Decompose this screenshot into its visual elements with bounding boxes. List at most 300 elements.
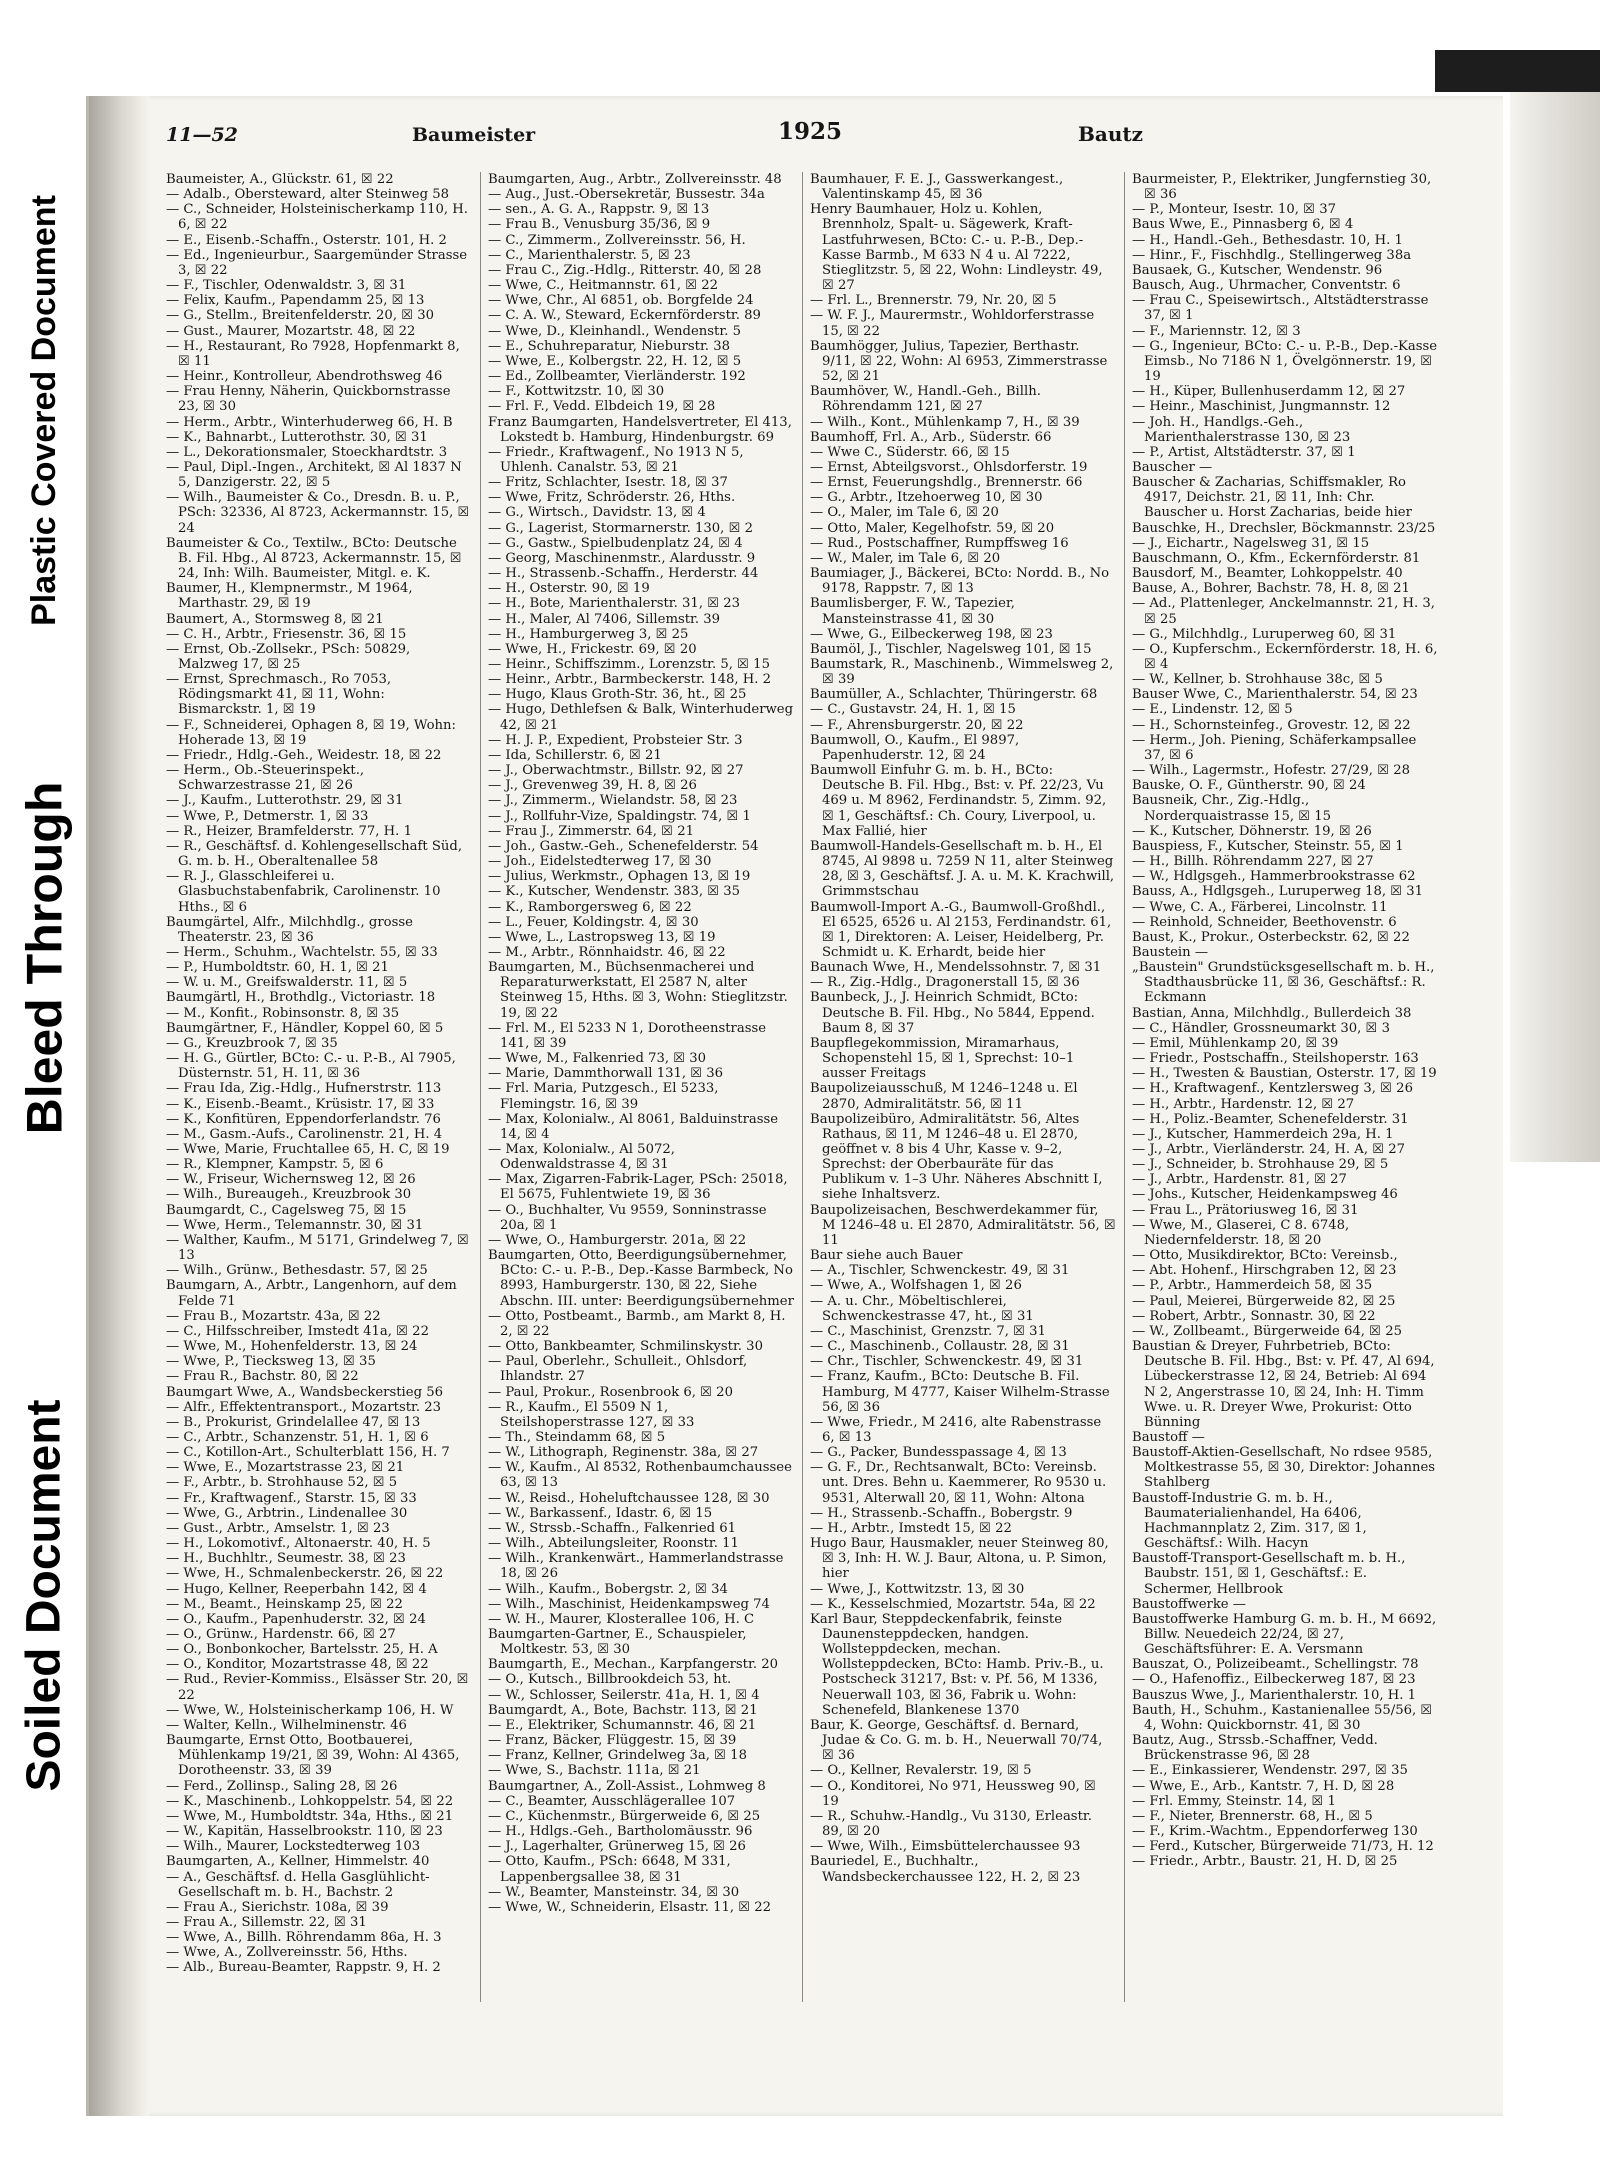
directory-entry: — sen., A. G. A., Rappstr. 9, ☒ 13 (488, 202, 710, 218)
directory-entry: — Reinhold, Schneider, Beethovenstr. 6 (1132, 914, 1397, 930)
directory-entry: — Max, Zigarren-Fabrik-Lager, PSch: 25018, El 5675, Fuhlentwiete 19, ☒ 36 (488, 1172, 788, 1203)
directory-entry: — G., Milchhdlg., Luruperweg 60, ☒ 31 (1132, 626, 1397, 642)
directory-entry: Baumwoll Einfuhr G. m. b. H., BCto: Deutsche B. Fil. Hbg., Bst: v. Pf. 22/23, Vu 469 u. M 8962, Ferdinandstr. 5, Zimm. 92, ☒ 1, Geschäftsf.: Ch. Coury, Liverpool, u. Max Fallié, hier (810, 763, 1107, 839)
directory-entry: — Otto, Kaufm., PSch: 6648, M 331, Lappenbergsallee 38, ☒ 31 (488, 1854, 731, 1885)
directory-entry: — W., Beamter, Mansteinstr. 34, ☒ 30 (488, 1884, 740, 1900)
directory-entry: — Gust., Maurer, Mozartstr. 48, ☒ 22 (166, 323, 416, 339)
directory-entry: — K., Eisenb.-Beamt., Krüsistr. 17, ☒ 33 (166, 1096, 435, 1112)
directory-entry: — C. H., Arbtr., Friesenstr. 36, ☒ 15 (166, 626, 407, 642)
directory-entry: Bautz, Aug., Strssb.-Schaffner, Vedd. Brückenstrasse 96, ☒ 28 (1132, 1733, 1378, 1764)
directory-entry: Baustoff-Transport-Gesellschaft m. b. H., Baubstr. 151, ☒ 1, Geschäftsf.: E. Schermer, Hellbrook (1132, 1551, 1406, 1597)
directory-entry: — F., Nieter, Brennerstr. 68, H., ☒ 5 (1132, 1808, 1373, 1824)
directory-entry: Baupolizeisachen, Beschwerdekammer für, M 1246–48 u. El 2870, Admiralitätstr. 56, ☒ 11 (810, 1202, 1116, 1248)
directory-entry: — Frau C., Speisewirtsch., Altstädterstrasse 37, ☒ 1 (1132, 293, 1429, 324)
directory-entry: — Frau L., Prätoriusweg 16, ☒ 31 (1132, 1202, 1359, 1218)
directory-entry: — J., Grevenweg 39, H. 8, ☒ 26 (488, 778, 697, 794)
directory-entry: — Heinr., Arbtr., Barmbeckerstr. 148, H. 2 (488, 672, 772, 688)
directory-entry: — Frau A., Sillemstr. 22, ☒ 31 (166, 1914, 367, 1930)
directory-entry: — J., Oberwachtmstr., Billstr. 92, ☒ 27 (488, 763, 744, 779)
directory-entry: Baustoffwerke — (1132, 1596, 1246, 1612)
directory-entry: Baumgartner, A., Zoll-Assist., Lohmweg 8 (488, 1778, 766, 1794)
directory-entry: — J., Eichartr., Nagelsweg 31, ☒ 15 (1132, 535, 1370, 551)
directory-entry: — K., Ramborgersweg 6, ☒ 22 (488, 899, 692, 915)
directory-entry: — Wwe C., Süderstr. 66, ☒ 15 (810, 444, 1010, 460)
directory-entry: — F., Tischler, Odenwaldstr. 3, ☒ 31 (166, 278, 407, 294)
directory-entry: — R., Klempner, Kampstr. 5, ☒ 6 (166, 1157, 384, 1173)
directory-entry: — Walther, Kaufm., M 5171, Grindelweg 7, ☒ 13 (166, 1232, 469, 1264)
directory-entry: — R., Geschäftsf. d. Kohlengesellschaft Süd, G. m. b. H., Oberaltenallee 58 (166, 838, 463, 870)
directory-entry: — Wwe, G., Eilbeckerweg 198, ☒ 23 (810, 626, 1053, 642)
directory-entry: — F., Schneiderei, Ophagen 8, ☒ 19, Wohn: Hoherade 13, ☒ 19 (166, 717, 456, 748)
directory-entry: — B., Prokurist, Grindelallee 47, ☒ 13 (166, 1414, 421, 1430)
directory-entry: — H., Arbtr., Imstedt 15, ☒ 22 (810, 1520, 1012, 1536)
directory-entry: — K., Kesselschmied, Mozartstr. 54a, ☒ 22 (810, 1596, 1096, 1612)
directory-entry: Baumhöver, W., Handl.-Geh., Billh. Röhrendamm 121, ☒ 27 (810, 384, 1041, 415)
directory-entry: — Frau B., Venusburg 35/36, ☒ 9 (488, 217, 711, 233)
directory-entry: Baumgarth, E., Mechan., Karpfangerstr. 20 (488, 1657, 778, 1673)
directory-entry: — O., Buchhalter, Vu 9559, Sonninstrasse 20a, ☒ 1 (488, 1202, 767, 1233)
directory-entry: Baumert, A., Stormsweg 8, ☒ 21 (166, 611, 384, 627)
directory-entry: — C., Beamter, Ausschlägerallee 107 (488, 1793, 736, 1809)
directory-entry: — O., Kutsch., Billbrookdeich 53, ht. (488, 1672, 732, 1688)
directory-entry: — W. u. M., Greifswalderstr. 11, ☒ 5 (166, 975, 408, 991)
directory-entry: — C., Schneider, Holsteinischerkamp 110, H. 6, ☒ 22 (166, 202, 468, 233)
directory-entry: — Frl. F., Vedd. Elbdeich 19, ☒ 28 (488, 399, 716, 415)
directory-entry: — R. J., Glasschleiferei u. Glasbuchstabenfabrik, Carolinenstr. 10 Hths., ☒ 6 (166, 869, 441, 915)
directory-entry: — G., Lagerist, Stormarnerstr. 130, ☒ 2 (488, 520, 753, 536)
directory-entry: — Wwe, H., Frickestr. 69, ☒ 20 (488, 641, 697, 657)
directory-entry: Baur, K. George, Geschäftsf. d. Bernard, Judae & Co. G. m. b. H., Neuerwall 70/74, ☒ 36 (810, 1717, 1103, 1764)
directory-entry: Baumeister, A., Glückstr. 61, ☒ 22 (166, 172, 394, 187)
directory-entry: — Ernst, Feuerungshdlg., Brennerstr. 66 (810, 475, 1083, 491)
directory-entry: — Friedr., Arbtr., Baustr. 21, H. D, ☒ 25 (1132, 1854, 1398, 1870)
directory-entry: — Wwe, H., Schmalenbeckerstr. 26, ☒ 22 (166, 1566, 444, 1582)
directory-entry: Baumiager, J., Bäckerei, BCto: Nordd. B., No 9178, Rappstr. 7, ☒ 13 (810, 566, 1110, 597)
directory-entry: Baustoff-Aktien-Gesellschaft, No rdsee 9585, Moltkestrasse 55, ☒ 30, Direktor: Johannes Stahlberg (1132, 1445, 1436, 1491)
directory-entry: — C., Maschinenb., Collaustr. 28, ☒ 31 (810, 1339, 1070, 1355)
directory-entry: — Paul, Prokur., Rosenbrook 6, ☒ 20 (488, 1384, 733, 1400)
directory-entry: — C., Kotillon-Art., Schulterblatt 156, H. 7 (166, 1445, 450, 1461)
directory-entry: — O., Kaufm., Papenhuderstr. 32, ☒ 24 (166, 1611, 426, 1627)
directory-entry: — C. A. W., Steward, Eckernförderstr. 89 (488, 308, 761, 324)
directory-entry: — Wwe, C. A., Färberei, Lincolnstr. 11 (1132, 899, 1388, 915)
directory-entry: Baustein — (1132, 944, 1209, 960)
directory-entry: — H., Hamburgerweg 3, ☒ 25 (488, 626, 689, 642)
directory-entry: Baupflegekommission, Miramarhaus, Schopenstehl 15, ☒ 1, Sprechst: 10–1 ausser Freitags (810, 1035, 1075, 1082)
directory-entry: Baust, K., Prokur., Osterbeckstr. 62, ☒ 22 (1132, 929, 1410, 945)
directory-entry: — Wilh., Bureaugeh., Kreuzbrook 30 (166, 1187, 412, 1203)
directory-entry: — W., Kapitän, Hasselbrookstr. 110, ☒ 23 (166, 1824, 443, 1840)
directory-entry: — Ida, Schillerstr. 6, ☒ 21 (488, 747, 662, 763)
directory-entry: Bauscher & Zacharias, Schiffsmakler, Ro 4917, Deichstr. 21, ☒ 11, Inh: Chr. Bauscher u. Horst Zacharias, beide hier (1132, 475, 1412, 521)
directory-entry: — Frl. L., Brennerstr. 79, Nr. 20, ☒ 5 (810, 293, 1057, 309)
header-keyword-right: Bautz (1078, 122, 1143, 146)
directory-entry: Bauszat, O., Polizeibeamt., Schellingstr. 78 (1132, 1657, 1419, 1673)
directory-entry: Baumlisberger, F. W., Tapezier, Mansteinstrasse 41, ☒ 30 (810, 596, 1015, 627)
directory-entry: — Emil, Mühlenkamp 20, ☒ 39 (1132, 1035, 1339, 1051)
directory-entry: — W., Zollbeamt., Bürgerweide 64, ☒ 25 (1132, 1323, 1402, 1339)
directory-entry: — Wwe, M., Falkenried 73, ☒ 30 (488, 1051, 707, 1067)
directory-entry: — Herm., Ob.-Steuerinspekt., Schwarzestrasse 21, ☒ 26 (166, 763, 365, 794)
directory-entry: Baumgarten-Gartner, E., Schauspieler, Moltkestr. 53, ☒ 30 (488, 1627, 747, 1658)
page-header (166, 118, 1143, 154)
directory-entry: — Franz, Bäcker, Flüggestr. 15, ☒ 39 (488, 1733, 737, 1749)
directory-entry: — J., Rollfuhr-Vize, Spaldingstr. 74, ☒ 1 (488, 808, 751, 824)
directory-entry: „Baustein" Grundstücksgesellschaft m. b. H., Stadthausbrücke 11, ☒ 36, Geschäftsf.: R. Eckmann (1132, 960, 1435, 1006)
directory-entry: — W., Lithograph, Reginenstr. 38a, ☒ 27 (488, 1445, 759, 1461)
directory-entry: — K., Maschinenb., Lohkoppelstr. 54, ☒ 22 (166, 1793, 454, 1809)
directory-entry: Baumgart Wwe, A., Wandsbeckerstieg 56 (166, 1384, 443, 1400)
directory-entry: — H., Küper, Bullenhuserdamm 12, ☒ 27 (1132, 384, 1406, 400)
directory-entry: Baustian & Dreyer, Fuhrbetrieb, BCto: Deutsche B. Fil. Hbg., Bst: v. Pf. 47, Al 694, Lübeckerstrasse 12, ☒ 24, Betrieb: Al 694 N 2, Angerstrasse 10, ☒ 24, Inh: H. Timm Wwe. u. R. Dreyer Wwe, Prokurist: Otto Bünning (1132, 1339, 1435, 1430)
directory-entry: — Gust., Arbtr., Amselstr. 1, ☒ 23 (166, 1520, 390, 1536)
directory-entry: — W., Friseur, Wichernsweg 12, ☒ 26 (166, 1172, 416, 1188)
directory-entry: — O., Kupferschm., Eckernförderstr. 18, H. 6, ☒ 4 (1132, 641, 1438, 672)
directory-entry: — C., Händler, Grossneumarkt 30, ☒ 3 (1132, 1020, 1390, 1036)
directory-entry: — W., Kaufm., Al 8532, Rothenbaumchaussee 63, ☒ 13 (488, 1460, 792, 1491)
directory-entry: — Wwe, P., Tiecksweg 13, ☒ 35 (166, 1354, 376, 1370)
directory-entry: — W., Kellner, b. Strohhause 38c, ☒ 5 (1132, 672, 1383, 688)
directory-entry: — Frau J., Zimmerstr. 64, ☒ 21 (488, 823, 694, 839)
directory-column-2 (488, 172, 794, 2002)
directory-entry: — Herm., Arbtr., Winterhuderweg 66, H. B (166, 414, 453, 430)
directory-entry: Bausneik, Chr., Zig.-Hdlg., Norderquaistrasse 15, ☒ 15 (1132, 793, 1332, 824)
directory-entry: — H., Hdlgs.-Geh., Bartholomäusstr. 96 (488, 1824, 753, 1840)
directory-entry: — Franz, Kaufm., BCto: Deutsche B. Fil. Hamburg, M 4777, Kaiser Wilhelm-Strasse 56, ☒ 36 (810, 1369, 1110, 1415)
directory-entry: — Ed., Zollbeamter, Vierländerstr. 192 (488, 369, 746, 385)
directory-entry: — J., Arbtr., Hardenstr. 81, ☒ 27 (1132, 1172, 1347, 1188)
directory-entry: — Otto, Postbeamt., Barmb., am Markt 8, H. 2, ☒ 22 (488, 1308, 786, 1339)
directory-entry: — W. H., Maurer, Klosterallee 106, H. C (488, 1611, 755, 1627)
directory-entry: — W., Schlosser, Seilerstr. 41a, H. 1, ☒ 4 (488, 1687, 760, 1703)
directory-entry: — Heinr., Schiffszimm., Lorenzstr. 5, ☒ 15 (488, 657, 770, 672)
directory-entry: — Paul, Oberlehr., Schulleit., Ohlsdorf, Ihlandstr. 27 (488, 1354, 748, 1385)
directory-entry: — A. u. Chr., Möbeltischlerei, Schwenckestrasse 47, ht., ☒ 31 (810, 1293, 1034, 1324)
directory-entry: — Friedr., Hdlg.-Geh., Weidestr. 18, ☒ 22 (166, 747, 442, 763)
directory-entry: — Paul, Dipl.-Ingen., Architekt, ☒ Al 1837 N 5, Danzigerstr. 22, ☒ 5 (166, 459, 462, 491)
directory-entry: — Aug., Just.-Obersekretär, Bussestr. 34a (488, 187, 765, 203)
directory-entry: — Frl. Maria, Putzgesch., El 5233, Flemingstr. 16, ☒ 39 (488, 1081, 719, 1112)
directory-entry: — W., Barkassenf., Idastr. 6, ☒ 15 (488, 1505, 713, 1521)
directory-entry: — L., Dekorationsmaler, Stoeckhardtstr. 3 (166, 444, 448, 460)
directory-entry: — Fritz, Schlachter, Isestr. 18, ☒ 37 (488, 475, 728, 491)
directory-entry: — P., Arbtr., Hammerdeich 58, ☒ 35 (1132, 1278, 1373, 1294)
directory-entry: Baumgärtner, F., Händler, Koppel 60, ☒ 5 (166, 1020, 444, 1036)
directory-entry: — H., Buchhltr., Seumestr. 38, ☒ 23 (166, 1551, 406, 1567)
directory-entry: — Johs., Kutscher, Heidenkampsweg 46 (1132, 1187, 1398, 1203)
directory-entry: — Wilh., Grünw., Bethesdastr. 57, ☒ 25 (166, 1263, 428, 1279)
directory-entry: — P., Monteur, Isestr. 10, ☒ 37 (1132, 202, 1336, 218)
directory-entry: — C., Gustavstr. 24, H. 1, ☒ 15 (810, 702, 1016, 718)
directory-entry: — Wwe, E., Arb., Kantstr. 7, H. D, ☒ 28 (1132, 1778, 1395, 1794)
directory-entry: — Wilh., Abteilungsleiter, Roonstr. 11 (488, 1536, 739, 1552)
directory-entry: — Ernst, Ob.-Zollsekr., PSch: 50829, Malzweg 17, ☒ 25 (166, 641, 411, 672)
directory-entry: — Hugo, Dethlefsen & Balk, Winterhuderweg 42, ☒ 21 (488, 702, 794, 733)
directory-entry: Baumüller, A., Schlachter, Thüringerstr. 68 (810, 687, 1098, 703)
directory-entry: Baumhoff, Frl. A., Arb., Süderstr. 66 (810, 429, 1052, 445)
directory-entry: Baumwoll, O., Kaufm., El 9897, Papenhuderstr. 12, ☒ 24 (810, 732, 1020, 763)
directory-entry: Franz Baumgarten, Handelsvertreter, El 413, Lokstedt b. Hamburg, Hindenburgstr. 69 (488, 414, 792, 445)
label-strip (0, 0, 90, 2177)
directory-entry: — Ferd., Kutscher, Bürgerweide 71/73, H. 12 (1132, 1839, 1434, 1855)
directory-entry: — H., Kraftwagenf., Kentzlersweg 3, ☒ 26 (1132, 1081, 1413, 1097)
directory-entry: — E., Lindenstr. 12, ☒ 5 (1132, 702, 1293, 718)
directory-entry: — Herm., Joh. Piening, Schäferkampsallee 37, ☒ 6 (1132, 732, 1417, 763)
directory-entry: — Wilh., Lagermstr., Hofestr. 27/29, ☒ 28 (1132, 763, 1410, 779)
directory-entry: — Ferd., Zollinsp., Saling 28, ☒ 26 (166, 1778, 398, 1794)
directory-entry: — Frl. Emmy, Steinstr. 14, ☒ 1 (1132, 1793, 1336, 1809)
directory-entry: — K., Kutscher, Döhnerstr. 19, ☒ 26 (1132, 823, 1372, 839)
directory-entry: — Otto, Bankbeamter, Schmilinskystr. 30 (488, 1339, 763, 1355)
directory-entry: — Wwe, M., Humboldtstr. 34a, Hths., ☒ 21 (166, 1808, 454, 1824)
directory-entry: Karl Baur, Steppdeckenfabrik, feinste Daunensteppdecken, handgen. Wollsteppdecken, mechan. Wollsteppdecken, BCto: Hamb. Priv.-B., u. Postscheck 31217, Bst: v. Pf. 56, M 1336, Neuerwall 103, ☒ 36, Fabrik u. Wohn: Schenefeld, Blankenese 1370 (810, 1611, 1104, 1718)
directory-entry: — Frau C., Zig.-Hdlg., Ritterstr. 40, ☒ 28 (488, 262, 762, 278)
directory-entry: Bauth, H., Schuhm., Kastanienallee 55/56, ☒ 4, Wohn: Quickbornstr. 41, ☒ 30 (1132, 1702, 1433, 1733)
directory-entry: — Otto, Maler, Kegelhofstr. 59, ☒ 20 (810, 520, 1055, 536)
directory-entry: Baumgärtl, H., Brothdlg., Victoriastr. 18 (166, 990, 436, 1006)
directory-entry: — J., Lagerhalter, Grünerweg 15, ☒ 26 (488, 1839, 746, 1855)
directory-entry: Bausaek, G., Kutscher, Wendenstr. 96 (1132, 262, 1383, 278)
directory-entry: — Wwe, W., Holsteinischerkamp 106, H. W (166, 1702, 454, 1718)
page-edge-tab (1435, 50, 1600, 92)
directory-entry: — E., Einkassierer, Wendenstr. 297, ☒ 35 (1132, 1763, 1408, 1779)
directory-entry: Bastian, Anna, Milchhdlg., Bullerdeich 38 (1132, 1005, 1412, 1021)
directory-entry: — Wwe, Fritz, Schröderstr. 26, Hths. (488, 490, 736, 506)
directory-entry: — H., Restaurant, Ro 7928, Hopfenmarkt 8, ☒ 11 (166, 338, 460, 369)
directory-entry: — Ed., Ingenieurbur., Saargemünder Strasse 3, ☒ 22 (166, 247, 468, 278)
directory-entry: — Wilh., Maschinist, Heidenkampsweg 74 (488, 1596, 770, 1612)
directory-entry: — Joh. H., Handlgs.-Geh., Marienthalerstrasse 130, ☒ 23 (1132, 414, 1351, 445)
directory-entry: — Wilh., Kaufm., Bobergstr. 2, ☒ 34 (488, 1581, 728, 1597)
directory-entry: — Wwe, W., Schneiderin, Elsastr. 11, ☒ 22 (488, 1899, 772, 1915)
header-year: 1925 (778, 118, 843, 145)
directory-entry: — H., Strassenb.-Schaffn., Bobergstr. 9 (810, 1505, 1073, 1521)
directory-entry: — O., Hafenoffiz., Eilbeckerweg 187, ☒ 23 (1132, 1672, 1416, 1688)
directory-entry: — Heinr., Maschinist, Jungmannstr. 12 (1132, 399, 1391, 415)
directory-entry: — Wwe, E., Mozartstrasse 23, ☒ 21 (166, 1460, 405, 1476)
directory-entry: — Chr., Tischler, Schwenckestr. 49, ☒ 31 (810, 1354, 1084, 1370)
directory-entry: — Abt. Hohenf., Hirschgraben 12, ☒ 23 (1132, 1263, 1397, 1279)
bleed-through-label: Bleed Through (16, 781, 73, 1134)
directory-entry: Baumgarten, Aug., Arbtr., Zollvereinsstr. 48 (488, 172, 782, 187)
directory-entry: — Wwe, Friedr., M 2416, alte Rabenstrasse 6, ☒ 13 (810, 1414, 1102, 1445)
directory-entry: — H., Strassenb.-Schaffn., Herderstr. 44 (488, 566, 759, 582)
directory-entry: — J., Kutscher, Hammerdeich 29a, H. 1 (1132, 1126, 1394, 1142)
directory-entry: — Wwe, Marie, Fruchtallee 65, H. C, ☒ 19 (166, 1142, 450, 1157)
directory-entry: — Frau Ida, Zig.-Hdlg., Hufnerstrstr. 113 (166, 1081, 442, 1097)
directory-entry: — R., Heizer, Bramfelderstr. 77, H. 1 (166, 823, 412, 839)
directory-entry: — Marie, Dammthorwall 131, ☒ 36 (488, 1066, 724, 1082)
directory-entry: — Georg, Maschinenmstr., Alardusstr. 9 (488, 550, 756, 566)
directory-entry: Baumgärtel, Alfr., Milchhdlg., grosse Theaterstr. 23, ☒ 36 (166, 914, 413, 945)
directory-entry: Baumöl, J., Tischler, Nagelsweg 101, ☒ 15 (810, 641, 1092, 657)
directory-entry: — Wwe, G., Arbtrin., Lindenallee 30 (166, 1505, 408, 1521)
directory-entry: Baumhögger, Julius, Tapezier, Berthastr. 9/11, ☒ 22, Wohn: Al 6953, Zimmerstrasse 52, ☒ 21 (810, 338, 1108, 385)
directory-entry: Baus Wwe, E., Pinnasberg 6, ☒ 4 (1132, 217, 1354, 233)
directory-entry: Baumwoll-Import A.-G., Baumwoll-Großhdl., El 6525, 6526 u. Al 2153, Ferdinandstr. 61, ☒ 1, Direktoren: A. Leiser, Heidelberg, Pr. Schmidt u. K. Erhardt, beide hier (810, 899, 1112, 960)
directory-entry: — Wwe, A., Billh. Röhrendamm 86a, H. 3 (166, 1930, 442, 1946)
directory-entry: — Fr., Kraftwagenf., Starstr. 15, ☒ 33 (166, 1490, 417, 1506)
directory-entry: — Frau B., Mozartstr. 43a, ☒ 22 (166, 1308, 381, 1324)
directory-entry: — K., Kutscher, Wendenstr. 383, ☒ 35 (488, 884, 741, 900)
directory-entry: Bauscher — (1132, 459, 1213, 475)
directory-entry: — H. J. P., Expedient, Probsteier Str. 3 (488, 732, 743, 748)
directory-entry: — Wwe, L., Lastropsweg 13, ☒ 19 (488, 929, 716, 945)
directory-entry: Baumhauer, F. E. J., Gasswerkangest., Valentinskamp 45, ☒ 36 (810, 172, 1064, 203)
directory-entry: — Ernst, Sprechmasch., Ro 7053, Rödingsmarkt 41, ☒ 11, Wohn: Bismarckstr. 1, ☒ 19 (166, 672, 392, 718)
directory-entry: Baumwoll-Handels-Gesellschaft m. b. H., El 8745, Al 9898 u. 7259 N 11, alter Steinweg 28, ☒ 3, Geschäftsf. J. A. u. M. K. Krachwill, Grimmstschau (810, 838, 1115, 900)
directory-entry: — Th., Steindamm 68, ☒ 5 (488, 1429, 666, 1445)
directory-entry: — W., Reisd., Hoheluftchaussee 128, ☒ 30 (488, 1490, 770, 1506)
directory-entry: — Wwe, C., Heitmannstr. 61, ☒ 22 (488, 278, 719, 294)
directory-entry: — Paul, Meierei, Bürgerweide 82, ☒ 25 (1132, 1293, 1396, 1309)
directory-entry: — Alb., Bureau-Beamter, Rappstr. 9, H. 2 (166, 1960, 441, 1976)
column-divider (480, 172, 481, 2002)
directory-entry: Baupolizeibüro, Admiralitätstr. 56, Altes Rathaus, ☒ 11, M 1246–48 u. El 2870, geöffnet v. 8 bis 4 Uhr, Kasse v. 9–2, Sprechst: der Oberbauräte für das Publikum v. 1–3 Uhr. Näheres Abschnitt I, siehe Inhaltsverz. (810, 1111, 1103, 1203)
directory-entry: Baumgarten, Otto, Beerdigungsübernehmer, BCto: C.- u. P.-B., Dep.-Kasse Barmbeck, No 8993, Hamburgerstr. 130, ☒ 22, Siehe Abschn. III. unter: Beerdigungsübernehmer (488, 1248, 794, 1309)
directory-entry: — F., Mariennstr. 12, ☒ 3 (1132, 323, 1301, 339)
directory-entry: — Frau Henny, Näherin, Quickbornstrasse 23, ☒ 30 (166, 384, 451, 415)
directory-entry: — Franz, Kellner, Grindelweg 3a, ☒ 18 (488, 1748, 747, 1764)
directory-entry: — E., Eisenb.-Schaffn., Osterstr. 101, H. 2 (166, 232, 447, 248)
directory-entry: — O., Kellner, Revalerstr. 19, ☒ 5 (810, 1763, 1032, 1779)
directory-entry: Baumgarten, A., Kellner, Himmelstr. 40 (166, 1854, 430, 1870)
directory-entry: — Hugo, Kellner, Reeperbahn 142, ☒ 4 (166, 1581, 427, 1597)
directory-entry: — A., Tischler, Schwenckestr. 49, ☒ 31 (810, 1263, 1070, 1279)
directory-entry: — Joh., Gastw.-Geh., Schenefelderstr. 54 (488, 838, 759, 854)
directory-entry: — Wwe, A., Wolfshagen 1, ☒ 26 (810, 1278, 1022, 1294)
directory-entry: — Ad., Plattenleger, Anckelmannstr. 21, H. 3, ☒ 25 (1132, 596, 1435, 627)
directory-entry: — H., Maler, Al 7406, Sillemstr. 39 (488, 611, 721, 627)
directory-entry: — C., Hilfsschreiber, Imstedt 41a, ☒ 22 (166, 1323, 429, 1339)
directory-entry: — M., Beamt., Heinskamp 25, ☒ 22 (166, 1596, 403, 1612)
directory-entry: — Wwe, O., Hamburgerstr. 201a, ☒ 22 (488, 1232, 747, 1248)
directory-entry: Bauser Wwe, C., Marienthalerstr. 54, ☒ 23 (1132, 687, 1418, 703)
directory-entry: — H., Lokomotivf., Altonaerstr. 40, H. 5 (166, 1536, 431, 1552)
directory-entry: — J., Kaufm., Lutterothstr. 29, ☒ 31 (166, 793, 404, 809)
directory-entry: — G., Packer, Bundesspassage 4, ☒ 13 (810, 1445, 1067, 1461)
directory-entry: — Friedr., Kraftwagenf., No 1913 N 5, Uhlenh. Canalstr. 53, ☒ 21 (488, 444, 744, 475)
directory-entry: Bausdorf, M., Beamter, Lohkoppelstr. 40 (1132, 566, 1403, 582)
directory-entry: — J., Zimmerm., Wielandstr. 58, ☒ 23 (488, 793, 738, 809)
directory-entry: — Walter, Kelln., Wilhelminenstr. 46 (166, 1717, 407, 1733)
directory-entry: — Julius, Werkmstr., Ophagen 13, ☒ 19 (488, 869, 751, 885)
directory-entry: — Wilh., Maurer, Lockstedterweg 103 (166, 1839, 421, 1855)
directory-entry: — C., Küchenmstr., Bürgerweide 6, ☒ 25 (488, 1808, 761, 1824)
directory-entry: Baumstark, R., Maschinenb., Wimmelsweg 2, ☒ 39 (810, 657, 1114, 688)
directory-entry: — H., Osterstr. 90, ☒ 19 (488, 581, 650, 597)
directory-entry: — C., Maschinist, Grenzstr. 7, ☒ 31 (810, 1323, 1046, 1339)
directory-entry: — Joh., Eidelstedterweg 17, ☒ 30 (488, 854, 712, 870)
directory-entry: — Wilh., Baumeister & Co., Dresdn. B. u. P., PSch: 32336, Al 8723, Ackermannstr. 15, ☒ 24 (166, 490, 470, 536)
directory-entry: Baumgardt, A., Bote, Bachstr. 113, ☒ 21 (488, 1702, 758, 1718)
directory-entry: — F., Kottwitzstr. 10, ☒ 30 (488, 384, 665, 400)
directory-entry: Baunach Wwe, H., Mendelssohnstr. 7, ☒ 31 (810, 960, 1102, 976)
directory-entry: — R., Zig.-Hdlg., Dragonerstall 15, ☒ 36 (810, 975, 1080, 991)
directory-entry: — G. F., Dr., Rechtsanwalt, BCto: Vereinsb. unt. Dres. Behn u. Kaemmerer, Ro 9530 u. 9531, Alterwall 20, ☒ 11, Wohn: Altona (810, 1460, 1107, 1506)
directory-entry: — W., Strssb.-Schaffn., Falkenried 61 (488, 1520, 737, 1536)
directory-entry: — Wilh., Krankenwärt., Hammerlandstrasse 18, ☒ 26 (488, 1551, 784, 1582)
directory-entry: — W., Maler, im Tale 6, ☒ 20 (810, 550, 1001, 566)
directory-entry: — H., Handl.-Geh., Bethesdastr. 10, H. 1 (1132, 232, 1403, 248)
directory-entry: Baur siehe auch Bauer (810, 1248, 963, 1264)
directory-entry: Bausch, Aug., Uhrmacher, Conventstr. 6 (1132, 278, 1401, 294)
directory-entry: — O., Konditorei, No 971, Heussweg 90, ☒ 19 (810, 1778, 1096, 1809)
directory-entry: Baunbeck, J., J. Heinrich Schmidt, BCto: Deutsche B. Fil. Hbg., No 5844, Eppend. Baum 8, ☒ 37 (810, 990, 1095, 1036)
directory-entry: — P., Artist, Altstädterstr. 37, ☒ 1 (1132, 444, 1356, 460)
directory-entry: — H., Arbtr., Hardenstr. 12, ☒ 27 (1132, 1096, 1355, 1112)
directory-entry: Bauschke, H., Drechsler, Böckmannstr. 23/25 (1132, 520, 1436, 536)
directory-entry: Bauss, A., Hdlgsgeh., Luruperweg 18, ☒ 31 (1132, 884, 1424, 900)
directory-entry: — F., Krim.-Wachtm., Eppendorferweg 130 (1132, 1824, 1418, 1840)
directory-entry: — R., Kaufm., El 5509 N 1, Steilshoperstrasse 127, ☒ 33 (488, 1399, 695, 1430)
directory-entry: Baumgardt, C., Cagelsweg 75, ☒ 15 (166, 1202, 407, 1218)
directory-entry: — G., Gastw., Spielbudenplatz 24, ☒ 4 (488, 535, 743, 551)
directory-entry: — Adalb., Obersteward, alter Steinweg 58 (166, 187, 449, 203)
directory-entry: — Max, Kolonialw., Al 5072, Odenwaldstrasse 4, ☒ 31 (488, 1142, 675, 1173)
directory-entry: — G., Ingenieur, BCto: C.- u. P.-B., Dep.-Kasse Eimsb., No 7186 N 1, Övelgönnerstr. 19, ☒ 19 (1132, 338, 1438, 385)
directory-entry: Baumgarte, Ernst Otto, Bootbauerei, Mühlenkamp 19/21, ☒ 39, Wohn: Al 4365, Dorotheenstr. 33, ☒ 39 (166, 1733, 460, 1779)
directory-entry: — Wwe, A., Zollvereinsstr. 56, Hths. (166, 1945, 408, 1961)
page-number: 11—52 (166, 124, 238, 146)
directory-entry: — P., Humboldtstr. 60, H. 1, ☒ 21 (166, 960, 389, 976)
directory-entry: — C., Marienthalerstr. 5, ☒ 23 (488, 247, 691, 263)
directory-entry: Baurmeister, P., Elektriker, Jungfernstieg 30, ☒ 36 (1132, 172, 1432, 203)
directory-entry: Baustoffwerke Hamburg G. m. b. H., M 6692, Billw. Neuedeich 22/24, ☒ 27, Geschäftsführer: E. A. Versmann (1132, 1611, 1437, 1658)
directory-entry: — L., Feuer, Koldingstr. 4, ☒ 30 (488, 914, 699, 930)
directory-entry: — C., Zimmerm., Zollvereinsstr. 56, H. (488, 232, 746, 248)
directory-entry: — Wwe, Herm., Telemannstr. 30, ☒ 31 (166, 1217, 424, 1233)
directory-entry: — J., Arbtr., Vierländerstr. 24, H. A, ☒ 27 (1132, 1142, 1406, 1157)
directory-entry: — E., Schuhreparatur, Nieburstr. 38 (488, 338, 730, 354)
directory-entry: — Wwe, S., Bachstr. 111a, ☒ 21 (488, 1763, 701, 1779)
directory-entry: — Rud., Postschaffner, Rumpffsweg 16 (810, 535, 1069, 551)
directory-entry: — O., Konditor, Mozartstrasse 48, ☒ 22 (166, 1657, 429, 1673)
directory-entry: Bause, A., Bohrer, Bachstr. 78, H. 8, ☒ 21 (1132, 581, 1410, 597)
directory-entry: — Herm., Schuhm., Wachtelstr. 55, ☒ 33 (166, 944, 438, 960)
directory-entry: Baustoff — (1132, 1429, 1205, 1445)
directory-entry: — Frau A., Sierichstr. 108a, ☒ 39 (166, 1899, 389, 1915)
column-divider (1124, 172, 1125, 2002)
directory-entry: — M., Konfit., Robinsonstr. 8, ☒ 35 (166, 1005, 400, 1021)
directory-column-4 (1132, 172, 1438, 2002)
directory-entry: — H., Twesten & Baustian, Osterstr. 17, ☒ 19 (1132, 1066, 1437, 1082)
directory-entry: Baumgarten, M., Büchsenmacherei und Reparaturwerkstatt, El 2587 N, alter Steinweg 15, Hths. ☒ 3, Wohn: Stieglitzstr. 19, ☒ 22 (488, 960, 788, 1021)
directory-entry: — Frl. M., El 5233 N 1, Dorotheenstrasse 141, ☒ 39 (488, 1020, 767, 1051)
directory-entry: — K., Bahnarbt., Lutterothstr. 30, ☒ 31 (166, 429, 428, 445)
directory-entry: Baupolizeiausschuß, M 1246–1248 u. El 2870, Admiralitätstr. 56, ☒ 11 (810, 1081, 1078, 1112)
plastic-covered-label: Plastic Covered Document (24, 194, 63, 626)
directory-entry: Bauschmann, O., Kfm., Eckernförderstr. 81 (1132, 550, 1421, 566)
directory-entry: — G., Wirtsch., Davidstr. 13, ☒ 4 (488, 505, 706, 521)
directory-entry: — Alfr., Effektentransport., Mozartstr. 23 (166, 1399, 442, 1415)
directory-entry: Bauriedel, E., Buchhaltr., Wandsbeckerchaussee 122, H. 2, ☒ 23 (810, 1854, 1081, 1885)
directory-entry: Bauszus Wwe, J., Marienthalerstr. 10, H. 1 (1132, 1687, 1416, 1703)
directory-entry: — Max, Kolonialw., Al 8061, Balduinstrasse 14, ☒ 4 (488, 1111, 779, 1142)
directory-entry: — Friedr., Postschaffn., Steilshoperstr. 163 (1132, 1051, 1419, 1067)
directory-entry: — Wwe, D., Kleinhandl., Wendenstr. 5 (488, 323, 741, 339)
directory-entry: — H., Poliz.-Beamter, Schenefelderstr. 31 (1132, 1111, 1409, 1127)
directory-entry: — W., Hdlgsgeh., Hammerbrookstrasse 62 (1132, 869, 1416, 885)
directory-entry: — Ernst, Abteilgsvorst., Ohlsdorferstr. 19 (810, 459, 1088, 475)
directory-entry: Bauske, O. F., Güntherstr. 90, ☒ 24 (1132, 778, 1366, 794)
directory-entry: — Wwe, M., Hohenfelderstr. 13, ☒ 24 (166, 1339, 418, 1355)
directory-entry: — M., Gasm.-Aufs., Carolinenstr. 21, H. 4 (166, 1126, 443, 1142)
directory-entry: — Wwe, Chr., Al 6851, ob. Borgfelde 24 (488, 293, 754, 309)
directory-entry: — H., Schornsteinfeg., Grovestr. 12, ☒ 22 (1132, 717, 1411, 733)
directory-entry: — W. F. J., Maurermstr., Wohldorferstrasse 15, ☒ 22 (810, 308, 1095, 339)
directory-entry: — Felix, Kaufm., Papendamm 25, ☒ 13 (166, 293, 425, 309)
